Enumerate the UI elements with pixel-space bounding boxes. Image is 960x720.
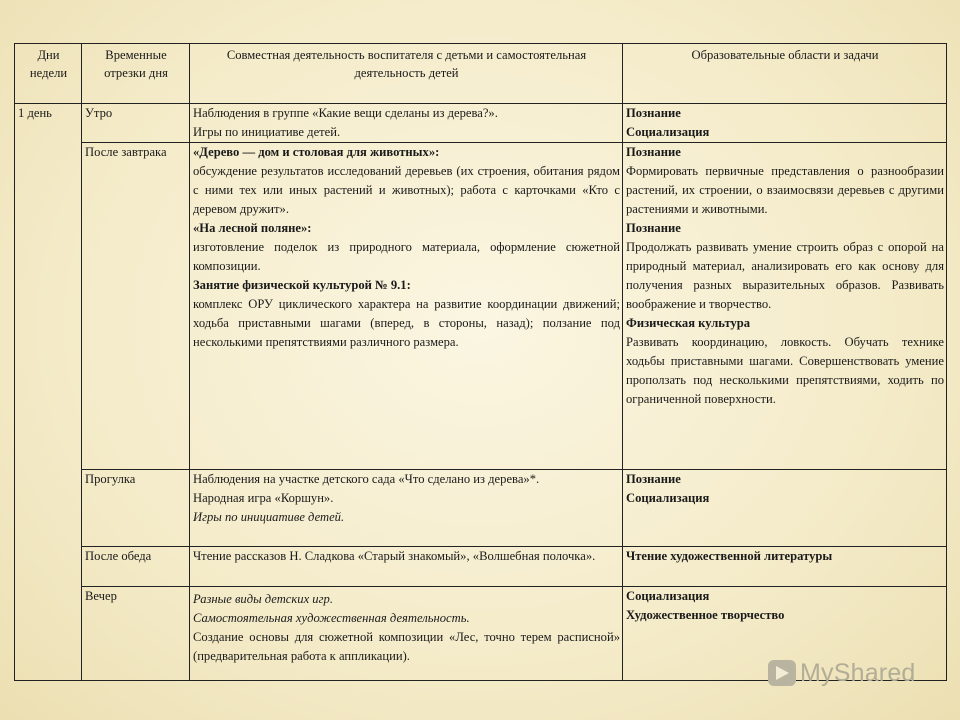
area-text: Развивать координацию, ловкость. Обучать технике ходьбы приставными шагами. Совершенствовать умение проползать под несколькими препятствиями, ходить по ограниченной поверхности. [626, 335, 944, 406]
activity-line: Игры по инициативе детей. [193, 510, 345, 524]
activity-line: Игры по инициативе детей. [193, 125, 341, 139]
area-title: Художественное творчество [626, 608, 785, 622]
activity-title: Занятие физической культурой № 9.1: [193, 278, 411, 292]
header-areas: Образовательные области и задачи [623, 44, 947, 104]
header-row [15, 44, 947, 104]
area-title: Социализация [626, 491, 710, 505]
activity-line: Разные виды детских игр. [193, 592, 333, 606]
area-title: Физическая культура [626, 316, 751, 330]
time-cell: Утро [82, 104, 190, 143]
areas-cell: Чтение художественной литературы [623, 547, 947, 587]
activity-line: Народная игра «Коршун». [193, 491, 334, 505]
time-cell: Прогулка [82, 470, 190, 547]
area-title: Познание [626, 472, 681, 486]
activity-text: обсуждение результатов исследований деревьев (их строения, обитания рядом с ними тех или иных растений и животных); работа с карточками «Кто с деревом дружит». [193, 164, 620, 216]
activity-text: изготовление поделок из природного материала, оформление сюжетной композиции. [193, 240, 620, 273]
areas-cell [623, 104, 947, 143]
activity-title: «На лесной поляне»: [193, 221, 312, 235]
time-cell: Вечер [82, 587, 190, 681]
day-cell: 1 день [15, 104, 82, 681]
areas-cell [623, 143, 947, 470]
watermark [768, 656, 928, 690]
play-icon [768, 660, 796, 686]
table-row-walk [15, 470, 947, 547]
activity-cell [190, 104, 623, 143]
area-title: Познание [626, 221, 681, 235]
activity-text: комплекс ОРУ циклического характера на развитие координации движений; ходьба приставными шагами (вперед, в стороны, назад); ползание под несколькими препятствиями различного размера. [193, 297, 620, 349]
activity-cell [190, 470, 623, 547]
activity-title: «Дерево — дом и столовая для животных»: [193, 145, 440, 159]
area-title: Познание [626, 106, 681, 120]
activity-cell [190, 587, 623, 681]
areas-cell [623, 470, 947, 547]
table-row-after-lunch [15, 547, 947, 587]
activity-line: Самостоятельная художественная деятельность. [193, 611, 470, 625]
activity-cell: Чтение рассказов Н. Сладкова «Старый знакомый», «Волшебная полочка». [190, 547, 623, 587]
time-cell: После обеда [82, 547, 190, 587]
area-text: Формировать первичные представления о разнообразии растений, их строении, о взаимосвязи деревьев с другими растениями и животными. [626, 164, 944, 216]
header-activity: Совместная деятельность воспитателя с детьми и самостоятельная деятельность детей [190, 44, 623, 104]
activity-cell [190, 143, 623, 470]
time-cell: После завтрака [82, 143, 190, 470]
area-text: Продолжать развивать умение строить образ с опорой на природный материал, анализировать его как основу для получения разных выразительных образов. Развивать воображение и творчество. [626, 240, 944, 311]
activity-line: Наблюдения в группе «Какие вещи сделаны из дерева?». [193, 106, 498, 120]
plan-table [14, 43, 947, 681]
table-row-morning [15, 104, 947, 143]
area-title: Познание [626, 145, 681, 159]
activity-line: Создание основы для сюжетной композиции «Лес, точно терем расписной» (предварительная работа к аппликации). [193, 630, 620, 663]
table-row-after-breakfast [15, 143, 947, 470]
header-time: Временные отрезки дня [82, 44, 190, 104]
area-title: Социализация [626, 589, 710, 603]
watermark-text: MyShared [800, 658, 916, 687]
area-title: Социализация [626, 125, 710, 139]
header-days: Дни недели [15, 44, 82, 104]
activity-line: Наблюдения на участке детского сада «Что сделано из дерева»*. [193, 472, 540, 486]
